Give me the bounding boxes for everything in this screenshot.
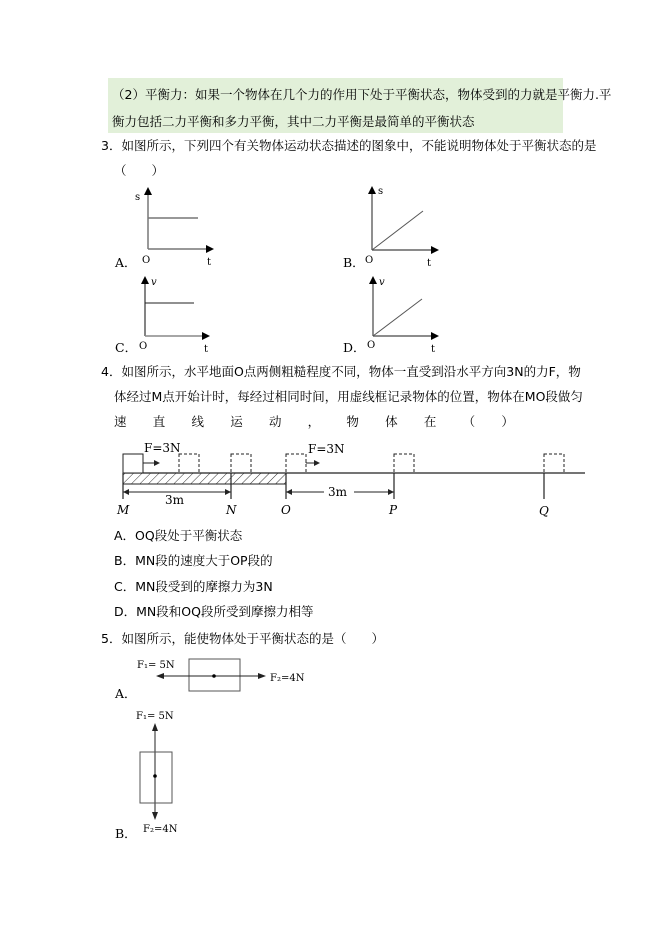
q4-word: ）	[501, 414, 514, 429]
x-axis-label: t	[204, 344, 209, 355]
q5-stem: 5．如图所示，能使物体处于平衡状态的是（ ）	[101, 631, 384, 646]
distance-label-2: 3m	[328, 485, 348, 499]
q4-word: 速	[114, 414, 127, 429]
note-highlight-box	[108, 78, 612, 133]
y-axis-label: s	[378, 186, 384, 197]
q4-option-a: A．OQ段处于平衡状态	[114, 528, 243, 543]
x-axis-label: t	[431, 344, 436, 355]
point-q: Q	[539, 504, 549, 518]
y-axis-label: v	[151, 277, 157, 288]
q4-word: 直	[152, 414, 166, 429]
q4-word: 线	[191, 414, 204, 429]
q4-stem-line-3	[114, 414, 514, 430]
dashed-block	[286, 454, 306, 473]
force-f1-arrowhead	[156, 673, 164, 679]
note-line-1: （2）平衡力：如果一个物体在几个力的作用下处于平衡状态，物体受到的力就是平衡力.平	[112, 87, 612, 102]
y-axis-arrow	[141, 276, 149, 284]
q3-graph-a	[130, 185, 220, 270]
block-at-m	[123, 454, 143, 473]
x-axis-arrow	[431, 246, 439, 254]
force-f2-arrowhead	[152, 812, 158, 820]
q4-motion-diagram	[110, 437, 590, 517]
dashed-block	[179, 454, 199, 473]
force-f2-label: F₂=4N	[270, 673, 305, 684]
q3-stem-line-1: 3．如图所示，下列四个有关物体运动状态描述的图象中，不能说明物体处于平衡状态的是	[101, 138, 597, 153]
q4-option-b: B．MN段的速度大于OP段的	[114, 553, 273, 568]
q4-option-d: D．MN段和OQ段所受到摩擦力相等	[114, 604, 314, 619]
q5-diagram-a	[130, 652, 305, 702]
note-line-2: 衡力包括二力平衡和多力平衡，其中二力平衡是最简单的平衡状态	[112, 114, 475, 129]
dashed-block	[394, 454, 414, 473]
q3-option-c-label: C．	[115, 340, 138, 355]
center-point	[212, 674, 216, 678]
y-axis-label: v	[379, 277, 385, 288]
distance-op-head-left	[286, 489, 292, 495]
dashed-block	[231, 454, 251, 473]
force-f1-arrowhead	[152, 723, 158, 731]
force-arrow-1-head	[154, 460, 160, 466]
q4-word: ，	[307, 414, 321, 429]
q4-stem-line-1: 4．如图所示，水平地面O点两侧粗糙程度不同，物体一直受到沿水平方向3N的力F，物	[101, 364, 581, 379]
center-point	[153, 774, 157, 778]
x-axis-arrow	[431, 332, 439, 340]
q3-stem-line-2: （ ）	[114, 163, 165, 178]
point-p: P	[389, 503, 398, 517]
q4-stem-line-2: 体经过M点开始计时，每经过相同时间，用虚线框记录物体的位置，物体在MO段做匀	[114, 389, 583, 404]
force-f1-label: F₁= 5N	[136, 711, 174, 722]
q3-option-b-label: B．	[343, 255, 365, 270]
origin-label: O	[365, 255, 374, 266]
force-label-2: F=3N	[308, 442, 345, 456]
force-arrow-2-head	[314, 460, 320, 466]
point-o: O	[281, 503, 291, 517]
rough-surface-hatch	[123, 473, 286, 484]
object-box	[140, 752, 172, 803]
distance-mn-head-left	[123, 489, 129, 495]
x-axis-arrow	[206, 245, 214, 253]
origin-label: O	[142, 255, 151, 266]
q5-option-a-label: A．	[115, 686, 137, 701]
q3-option-d-label: D．	[343, 340, 366, 355]
y-axis-label: s	[135, 192, 141, 203]
q3-option-a-label: A．	[115, 255, 137, 270]
q4-option-c: C．MN段受到的摩擦力为3N	[114, 579, 273, 594]
y-axis-arrow	[368, 186, 376, 194]
x-axis-label: t	[207, 257, 212, 268]
x-axis-arrow	[202, 332, 210, 340]
distance-mn-head-right	[225, 489, 231, 495]
distance-label-1: 3m	[165, 493, 185, 507]
q3-graph-c	[130, 272, 220, 360]
q3-graph-d	[360, 272, 450, 360]
origin-label: O	[139, 341, 148, 352]
q4-word: 体	[385, 414, 398, 429]
force-f2-label: F₂=4N	[143, 824, 178, 835]
distance-op-head-right	[388, 489, 394, 495]
q4-word: （	[462, 414, 476, 429]
q4-word: 物	[346, 414, 359, 429]
point-n: N	[226, 503, 237, 517]
q5-diagram-b	[130, 705, 200, 840]
point-m: M	[117, 503, 130, 517]
dashed-block	[544, 454, 564, 473]
force-f1-label: F₁= 5N	[137, 660, 175, 671]
graph-line	[373, 299, 422, 336]
q3-graph-b	[355, 182, 445, 270]
y-axis-arrow	[144, 187, 152, 195]
q4-word: 运	[230, 414, 243, 429]
force-f2-arrowhead	[258, 673, 266, 679]
y-axis-arrow	[369, 276, 377, 284]
graph-line	[372, 211, 423, 250]
force-label-1: F=3N	[144, 441, 181, 455]
q5-option-b-label: B．	[115, 826, 137, 841]
x-axis-label: t	[427, 258, 432, 269]
q4-word: 动	[268, 414, 282, 429]
q4-word: 在	[423, 414, 437, 429]
origin-label: O	[367, 340, 376, 351]
